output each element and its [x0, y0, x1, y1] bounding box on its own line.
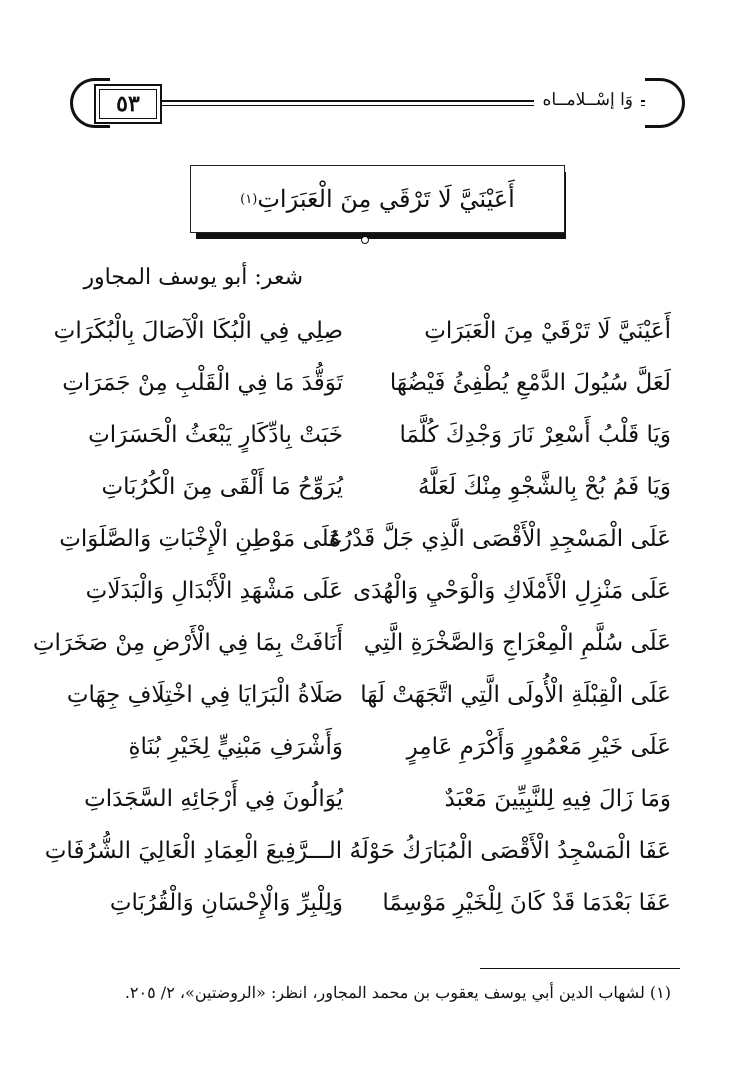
verse-6-first-hemistich: عَلَى مَنْزِلِ الْأَمْلَاكِ وَالْوَحْيِ وَالْهُدَى [353, 578, 671, 604]
header-right-cap [645, 78, 685, 128]
title-ornament-dot [361, 236, 369, 244]
verse-7-first-hemistich: عَلَى سُلَّمِ الْمِعْرَاجِ وَالصَّخْرَةِ الَّتِي [363, 630, 671, 656]
poem-author: شعر: أبو يوسف المجاور [83, 265, 303, 290]
verse-11-joined: عَفَا الْمَسْجِدُ الْأَقْصَى الْمُبَارَكُ حَوْلَهُ الـــرَّفِيعَ الْعِمَادِ الْعَالِيَ الشُّرُفَاتِ [44, 838, 671, 864]
running-title: وَا إسْــلامــاه [534, 90, 641, 110]
verse-8-first-hemistich: عَلَى الْقِبْلَةِ الْأُولَى الَّتِي اتَّجَهَتْ لَهَا [360, 682, 671, 708]
verse-5-second-hemistich: عَلَى مَوْطِنِ الْإِخْبَاتِ وَالصَّلَوَاتِ [59, 526, 343, 552]
poem-title [190, 165, 565, 233]
verse-10-second-hemistich: يُوَالُونَ فِي أَرْجَائِهِ السَّجَدَاتِ [84, 786, 343, 812]
verse-4-second-hemistich: يُرَوِّحُ مَا أَلْقَى مِنَ الْكُرُبَاتِ [101, 474, 343, 500]
verse-6-second-hemistich: عَلَى مَشْهَدِ الْأَبْدَالِ وَالْبَدَلَاتِ [85, 578, 343, 604]
footnote: (١) لشهاب الدين أبي يوسف يعقوب بن محمد المجاور، انظر: «الروضتين»، ٢/ ٢٠٥. [124, 983, 671, 1002]
verse-9-second-hemistich: وَأَشْرَفِ مَبْنِيٍّ لِخَيْرِ بُنَاةِ [128, 734, 343, 760]
verse-5-first-hemistich: عَلَى الْمَسْجِدِ الْأَقْصَى الَّذِي جَلَّ قَدْرُهُ [328, 526, 671, 552]
footnote-separator [480, 968, 680, 969]
verse-10-first-hemistich: وَمَا زَالَ فِيهِ لِلنَّبِيِّينَ مَعْبَدٌ [444, 786, 671, 812]
poem-title-text: أَعَيْنَيَّ لَا تَرْقَي مِنَ الْعَبَرَاتِ [257, 185, 515, 213]
verse-1-first-hemistich: أَعَيْنَيَّ لَا تَرْقَيْ مِنَ الْعَبَرَاتِ [424, 318, 671, 344]
verse-2-first-hemistich: لَعَلَّ سُيُولَ الدَّمْعِ يُطْفِئُ فَيْضُهَا [389, 370, 671, 396]
verse-8-second-hemistich: صَلَاةُ الْبَرَايَا فِي اخْتِلَافِ جِهَاتِ [66, 682, 343, 708]
title-footnote-marker: (١) [240, 191, 258, 207]
verse-1-second-hemistich: صِلِي فِي الْبُكَا الْآصَالَ بِالْبُكَرَاتِ [53, 318, 343, 344]
page-number [94, 84, 162, 124]
page-number-text: ٥٣ [116, 91, 140, 117]
verse-2-second-hemistich: تَوَقُّدَ مَا فِي الْقَلْبِ مِنْ جَمَرَاتِ [62, 370, 343, 396]
verse-12-second-hemistich: وَلِلْبِرِّ وَالْإِحْسَانِ وَالْقُرُبَاتِ [109, 890, 343, 916]
verse-12-first-hemistich: عَفَا بَعْدَمَا قَدْ كَانَ لِلْخَيْرِ مَوْسِمًا [382, 890, 671, 916]
verse-7-second-hemistich: أَنَافَتْ بِمَا فِي الْأَرْضِ مِنْ صَخَرَاتِ [32, 630, 343, 656]
verse-9-first-hemistich: عَلَى خَيْرِ مَعْمُورٍ وَأَكْرَمِ عَامِرٍ [406, 734, 671, 760]
verse-3-second-hemistich: خَبَتْ بِادِّكَارٍ يَبْعَثُ الْحَسَرَاتِ [88, 422, 343, 448]
verse-3-first-hemistich: وَيَا قَلْبُ أَسْعِرْ نَارَ وَجْدِكَ كُلَّمَا [399, 422, 671, 448]
title-shadow-bottom [196, 232, 566, 239]
page-header [70, 78, 685, 128]
verse-4-first-hemistich: وَيَا فَمُ بُحْ بِالشَّجْوِ مِنْكَ لَعَلَّهُ [418, 474, 671, 500]
